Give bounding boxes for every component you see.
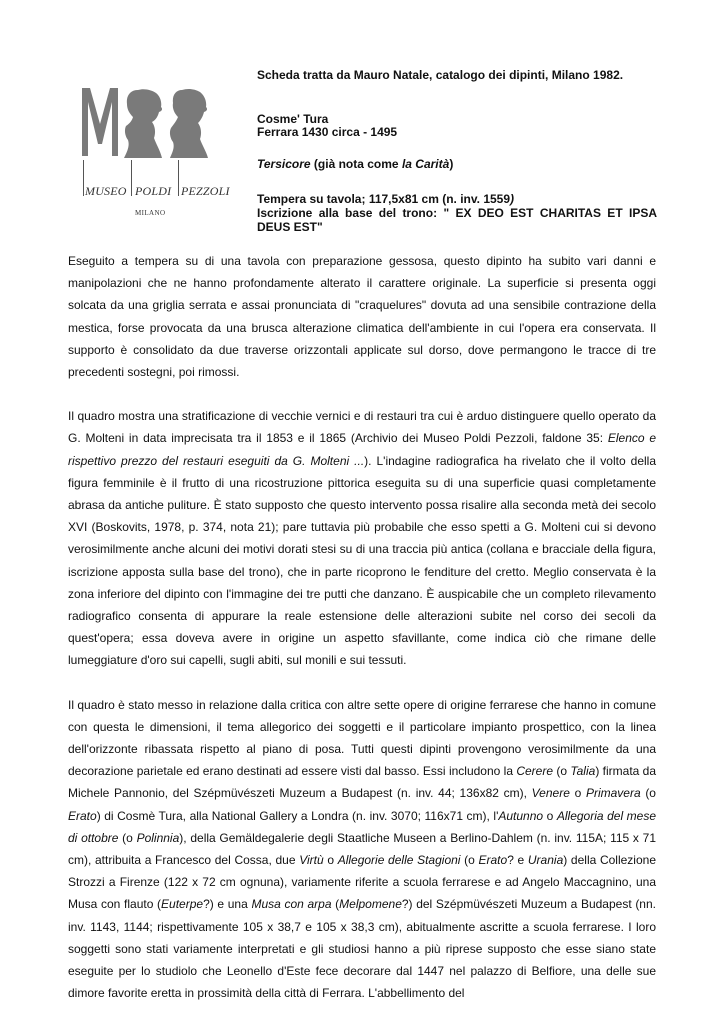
paragraph-text-segment: ), della Gemäldegalerie degli Staatliche Museen a Berlino-Dahlem (n. inv. 115A; 115 x 71 cm), attribuita a Francesco del Cossa, due <box>68 830 657 868</box>
logo-word-pezzoli: PEZZOLI <box>181 184 230 198</box>
italic-work-title: Venere <box>531 786 570 801</box>
logo-word-poldi: POLDI <box>135 184 172 198</box>
source-note: Scheda tratta da Mauro Natale, catalogo dei dipinti, Milano 1982. <box>257 68 624 82</box>
italic-work-title: Allegoria del mese di ottobre <box>68 808 657 845</box>
paragraph-condition: Eseguito a tempera su di una tavola con preparazione gessosa, questo dipinto ha subito vari danni e manipolazioni che ne hanno profondamente alterato il carattere originale. La superficie si presenta oggi solcata da una griglia serrata e assai pronunciata di "craquelures" dovuta ad una sensibile contrazione della mestica, forse provocata da una brusca alterazione climatica dell'ambiente in cui l'opera era conservata. Il supporto è consolidato da due traverse orizzontali applicate sul dorso, dove permangono le tracce di tre precedenti sostegni, poi rimossi. <box>68 254 656 380</box>
italic-work-title: Virtù <box>299 853 324 868</box>
italic-work-title: Musa con arpa <box>251 897 332 912</box>
body-text <box>68 250 656 1005</box>
paragraph-text-segment: ?) e una <box>203 897 252 912</box>
logo-word-museo: MUSEO <box>85 184 127 198</box>
paragraph-text-segment: (o <box>118 830 137 845</box>
paragraph-restoration-part-a: Il quadro mostra una stratificazione di vecchie vernici e di restauri tra cui è arduo distinguere quello operato da G. Molteni in data imprecisata tra il 1853 e il 1865 (Archivio dei Museo Poldi Pezzoli, faldone 35: <box>68 409 656 446</box>
logo-divider <box>83 160 84 196</box>
technique-text: Tempera su tavola; 117,5x81 cm (n. inv. 1559 <box>257 192 511 206</box>
museum-logo <box>80 84 240 224</box>
paragraph-text-segment: Il quadro è stato messo in relazione dalla critica con altre sette opere di origine ferrarese che hanno in comune con questa le dimensioni, il tema allegorico dei soggetti e il particolare impianto prospettico, con la linea dell'orizzonte ribassata rispetto al piano di posa. Tutti questi dipinti provengono verosimilmente da una decorazione parietale ed erano destinati ad essere visti dal basso. Essi includono la <box>68 697 656 779</box>
work-title-main: Tersicore <box>257 157 311 171</box>
logo-divider <box>178 160 179 196</box>
inscription-line-2: DEUS EST" <box>257 220 323 234</box>
technique-close: ) <box>510 192 515 206</box>
italic-work-title: Urania <box>527 853 564 868</box>
paragraph-restoration-part-b: ). L'indagine radiografica ha rivelato che il volto della figura femminile è il frutto di una ricostruzione pittorica eseguita su di una superficie quasi completamente abrasa da antiche puliture. È stato supposto che questo intervento possa risalire alla seconda metà dei secolo XVI (Boskovits, 1978, p. 374, nota 21); pare tuttavia più probabile che esso spetti a G. Molteni cui si devono verosimilmente anche alcuni dei motivi dorati stesi su di una traccia più antica (collana e bracciale della figura, iscrizione apposta sulla base del trono), che in parte ricoprono le fenditure del cretto. Meglio conservata è la zona inferiore del dipinto con l'immagine dei tre putti che danzano. È auspicabile che un completo rilevamento radiografico consenta di appurare la reale estensione delle alterazioni subite nel corso dei secoli da quest'opera; essa doveva avere in origine un aspetto sfavillante, come indica ciò che rimane delle lumeggiature d'oro sui capelli, sugli abiti, sul monili e sui tessuti. <box>68 453 656 668</box>
italic-work-title: Allegorie delle Stagioni <box>337 853 461 868</box>
paragraph-text-segment: ) firmata da Michele Pannonio, del Szépmüvészeti Muzeum a Budapest (n. inv. 44; 136x82 cm), <box>68 764 657 801</box>
archive-title: Elenco e rispettivo prezzo del restauri eseguiti da G. Molteni ... <box>68 431 657 468</box>
italic-work-title: Erato <box>68 808 97 823</box>
italic-work-title: Autunno <box>498 808 544 823</box>
technique-dimensions <box>257 192 514 206</box>
italic-work-title: Melpomene <box>339 897 402 912</box>
work-title <box>257 157 453 171</box>
italic-work-title: Erato <box>478 853 508 868</box>
italic-work-title: Polinnia <box>136 830 180 845</box>
paragraph-text-segment: (o <box>640 786 656 801</box>
paragraph-text-segment: ( <box>331 897 340 912</box>
artist-name: Cosme' Tura <box>257 112 329 126</box>
paragraph-restoration <box>68 405 656 671</box>
italic-work-title: Cerere <box>516 764 554 779</box>
italic-work-title: Talia <box>570 764 596 779</box>
paragraph-text-segment: o <box>543 808 557 823</box>
paragraph-text-segment: (o <box>460 853 479 868</box>
paragraph-text-segment: ) della Collezione Strozzi a Firenze (122 x 72 cm ognuna), variamente riferite a scuola ferrarese e ad Angelo Maccagnino, una Musa con flauto ( <box>68 853 656 912</box>
logo-silhouettes-graphic <box>80 84 240 164</box>
artist-dates: Ferrara 1430 circa - 1495 <box>257 125 398 139</box>
work-title-close: ) <box>449 157 454 171</box>
italic-work-title: Primavera <box>585 786 641 801</box>
paragraph-related-works <box>68 694 656 1005</box>
paragraph-text-segment: (o <box>553 764 571 779</box>
inscription-line-1: Iscrizione alla base del trono: " EX DEO EST CHARITAS ET IPSA <box>257 206 657 220</box>
paragraph-text-segment: o <box>569 786 586 801</box>
logo-city: MILANO <box>135 209 166 217</box>
work-title-alt: la Carità <box>401 157 450 171</box>
paragraph-text-segment: o <box>323 853 338 868</box>
logo-divider <box>131 160 132 196</box>
paragraph-text-segment: ) di Cosmè Tura, alla National Gallery a Londra (n. inv. 3070; 116x71 cm), l' <box>96 808 499 823</box>
work-title-note: (già nota come <box>310 157 402 171</box>
italic-work-title: Euterpe <box>161 897 204 912</box>
paragraph-text-segment: ? e <box>507 853 528 868</box>
paragraph-text-segment: ?) del Szépmüvészeti Muzeum a Budapest (nn. inv. 1143, 1144; rispettivamente 105 x 38,7 e 105 x 38,3 cm), abitualmente ascritte a scuola ferrarese. I loro soggetti sono stati variamente interpretati e gli studiosi hanno a più riprese supposto che esse siano state eseguite per lo studiolo che Leonello d'Este fece decorare dal 1447 nel palazzo di Belfiore, una delle sue dimore favorite eretta in prossimità della città di Ferrara. L'abbellimento del <box>68 897 656 1001</box>
